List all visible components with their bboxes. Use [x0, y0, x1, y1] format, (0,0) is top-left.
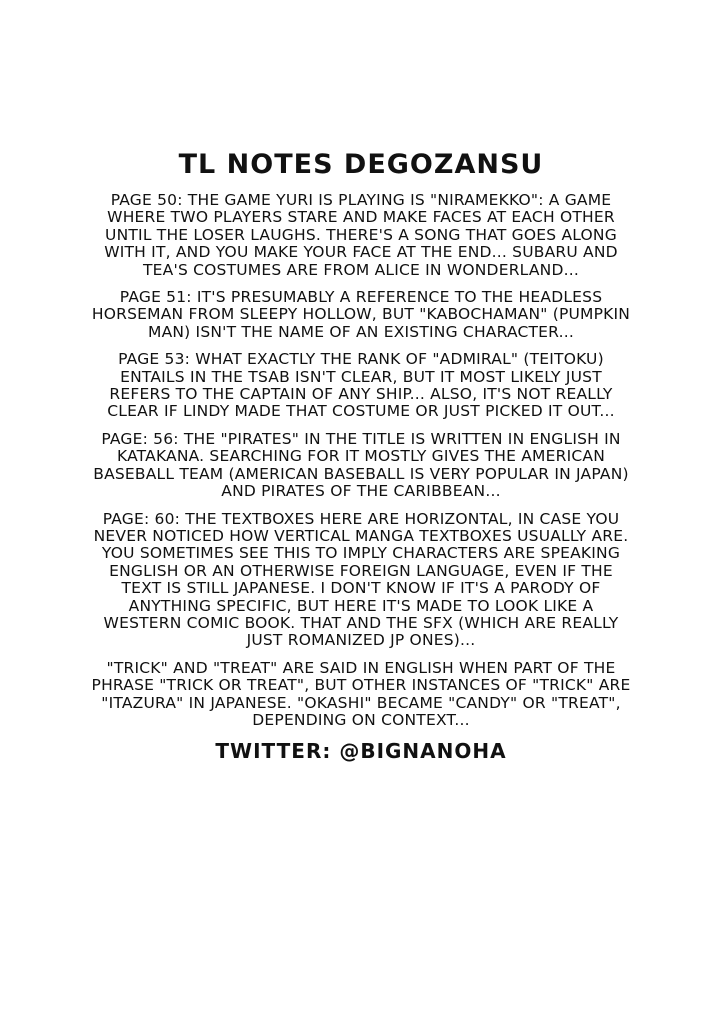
note-page-51: PAGE 51: IT'S PRESUMABLY A REFERENCE TO THE HEADLESS HORSEMAN FROM SLEEPY HOLLOW, BUT "KABOCHAMAN" (PUMPKIN MAN) ISN'T THE NAME OF AN EXISTING CHARACTER... [91, 288, 631, 341]
page-title: TL NOTES DEGOZANSU [178, 149, 544, 180]
note-page-53: PAGE 53: WHAT EXACTLY THE RANK OF "ADMIRAL" (TEITOKU) ENTAILS IN THE TSAB ISN'T CLEAR, BUT IT MOST LIKELY JUST REFERS TO THE CAPTAIN OF ANY SHIP... ALSO, IT'S NOT REALLY CLEAR IF LINDY MADE THAT COSTUME OR JUST PICKED IT OUT... [107, 350, 615, 421]
note-page-56: PAGE: 56: THE "PIRATES" IN THE TITLE IS WRITTEN IN ENGLISH IN KATAKANA. SEARCHING FOR IT MOSTLY GIVES THE AMERICAN BASEBALL TEAM (AMERICAN BASEBALL IS VERY POPULAR IN JAPAN) AND PIRATES OF THE CARIBBEAN... [93, 429, 629, 501]
note-page-60: PAGE: 60: THE TEXTBOXES HERE ARE HORIZONTAL, IN CASE YOU NEVER NOTICED HOW VERTICAL MANGA TEXTBOXES USUALLY ARE. YOU SOMETIMES SEE THIS TO IMPLY CHARACTERS ARE SPEAKING ENGLISH OR AN OTHERWISE FOREIGN LANGUAGE, EVEN IF THE TEXT IS STILL JAPANESE. I DON'T KNOW IF IT'S A PARODY OF ANYTHING SPECIFIC, BUT HERE IT'S MADE TO LOOK LIKE A WESTERN COMIC BOOK. THAT AND THE SFX (WHICH ARE REALLY JUST ROMANIZED JP ONES)... [93, 509, 629, 650]
note-page-50: PAGE 50: THE GAME YURI IS PLAYING IS "NIRAMEKKO": A GAME WHERE TWO PLAYERS STARE AND MAKE FACES AT EACH OTHER UNTIL THE LOSER LAUGHS. THERE'S A SONG THAT GOES ALONG WITH IT, AND YOU MAKE YOUR FACE AT THE END... SUBARU AND TEA'S COSTUMES ARE FROM ALICE IN WONDERLAND... [104, 191, 618, 279]
note-trick-or-treat: "TRICK" AND "TREAT" ARE SAID IN ENGLISH WHEN PART OF THE PHRASE "TRICK OR TREAT", BUT OTHER INSTANCES OF "TRICK" ARE "ITAZURA" IN JAPANESE. "OKASHI" BECAME "CANDY" OR "TREAT", DEPENDING ON CONTEXT... [91, 658, 631, 729]
twitter-handle: TWITTER: @BIGNANOHA [215, 739, 507, 764]
tl-notes-page [90, 150, 632, 763]
